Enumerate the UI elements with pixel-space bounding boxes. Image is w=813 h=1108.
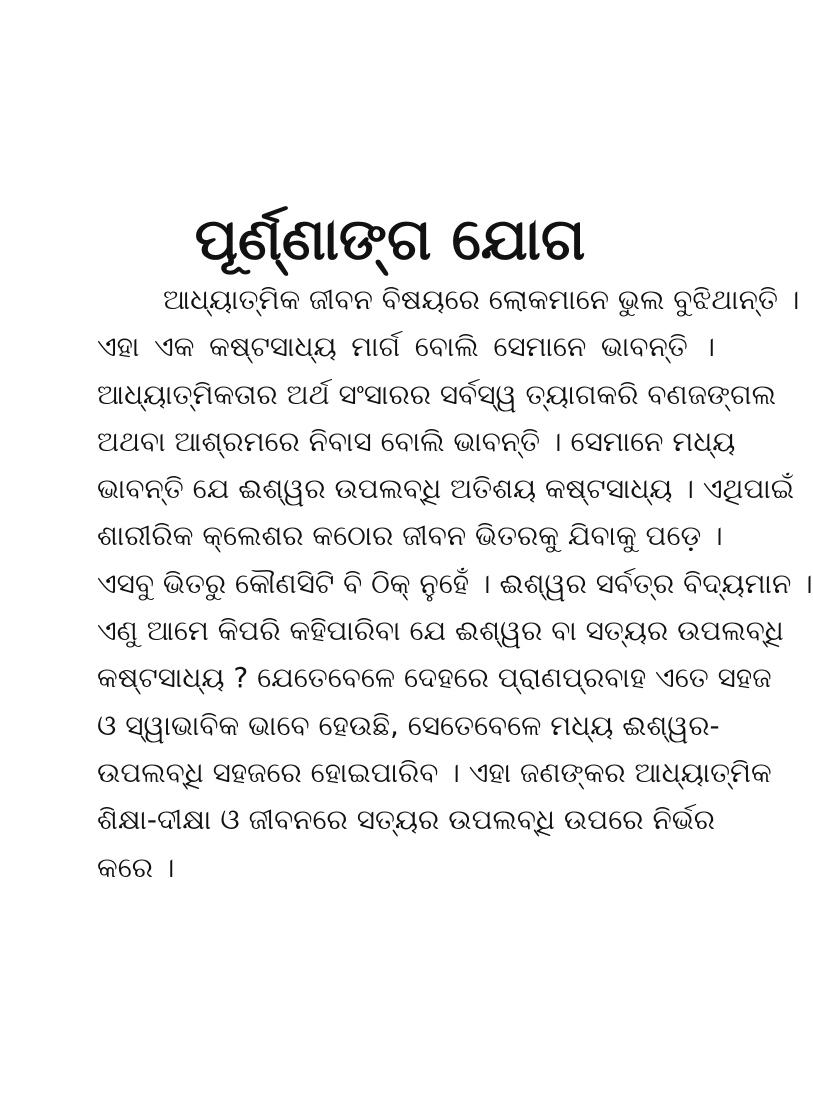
paragraph-line: ଅଥବା ଆଶ୍ରମରେ ନିବାସ ବୋଲି ଭାବନ୍ତି । ସେମାନେ ମଧ୍ୟ: [97, 424, 736, 458]
paragraph-line: ଏସବୁ ଭିତରୁ କୌଣସିଟି ବି ଠିକ୍ ନୁହେଁ । ଈଶ୍ୱର ସର୍ବତ୍ର ବିଦ୍ୟମାନ ।: [97, 566, 813, 600]
paragraph-line: ଉପଲବ୍ଧି ସହଜରେ ହୋଇପାରିବ । ଏହା ଜଣଙ୍କର ଆଧ୍ୟାତ୍ମିକ: [97, 755, 772, 789]
paragraph-line: ଶିକ୍ଷା-ଦୀକ୍ଷା ଓ ଜୀବନରେ ସତ୍ୟର ଉପଲବ୍ଧି ଉପରେ ନିର୍ଭର: [97, 803, 715, 837]
paragraph-line: ଏଣୁ ଆମେ କିପରି କହିପାରିବା ଯେ ଈଶ୍ୱର ବା ସତ୍ୟର ଉପଲବ୍ଧି: [97, 614, 784, 648]
paragraph-line: ଆଧ୍ୟାତ୍ମିକ ଜୀବନ ବିଷୟରେ ଲୋକମାନେ ଭୁଲ ବୁଝିଥାନ୍ତି ।: [163, 283, 800, 316]
paragraph-line: ଏହା ଏକ କଷ୍ଟସାଧ୍ୟ ମାର୍ଗ ବୋଲି ସେମାନେ ଭାବନ୍ତି ।: [97, 330, 715, 364]
paragraph-line: ଭାବନ୍ତି ଯେ ଈଶ୍ୱର ଉପଲବ୍ଧି ଅତିଶୟ କଷ୍ଟସାଧ୍ୟ । ଏଥିପାଇଁ: [97, 472, 795, 506]
paragraph: [97, 276, 813, 891]
paragraph-line: କରେ ।: [97, 850, 175, 884]
paragraph-line: କଷ୍ଟସାଧ୍ୟ ? ଯେତେବେଳେ ଦେହରେ ପ୍ରାଣପ୍ରବାହ ଏତେ ସହଜ: [97, 661, 772, 695]
paragraph-line: ଶାରୀରିକ କ୍ଲେଶର କଠୋର ଜୀବନ ଭିତରକୁ ଯିବାକୁ ପଡ଼େ ।: [97, 519, 723, 553]
paragraph-line: ଆଧ୍ୟାତ୍ମିକତାର ଅର୍ଥ ସଂସାରର ସର୍ବସ୍ୱ ତ୍ୟାଗକରି ବଣଜଙ୍ଗଲ: [97, 377, 776, 411]
page-title: ପୂର୍ଣ୍ଣାଙ୍ଗ ଯୋଗ: [194, 204, 586, 273]
paragraph-line: ଓ ସ୍ୱାଭାବିକ ଭାବେ ହେଉଛି, ସେତେବେଳେ ମଧ୍ୟ ଈଶ୍ୱର-: [97, 708, 720, 742]
